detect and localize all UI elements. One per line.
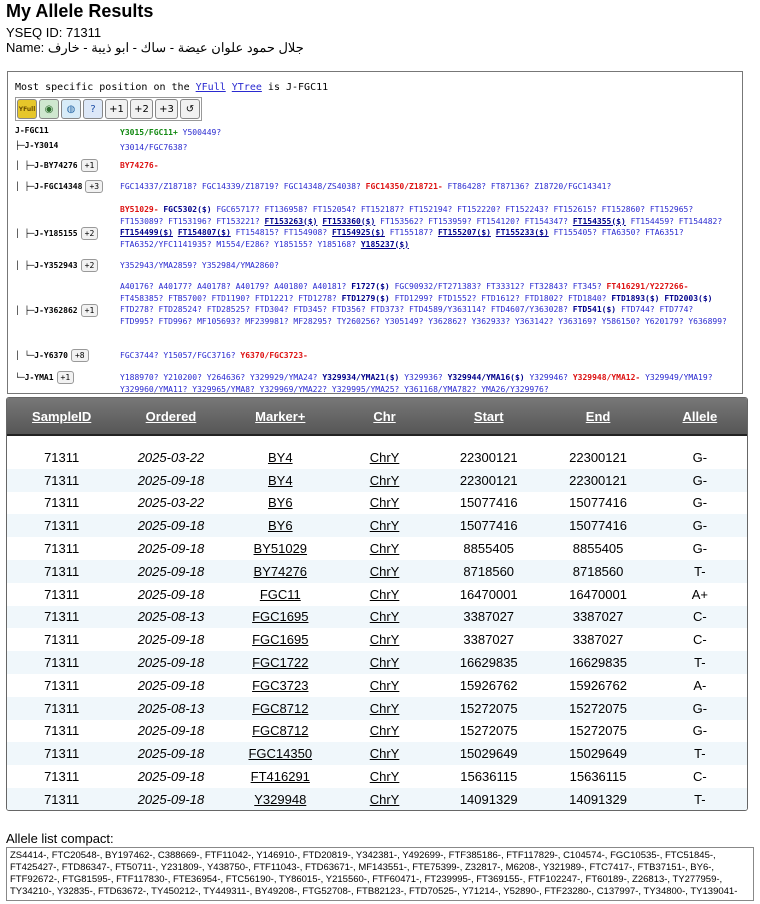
cell-allele: G-: [692, 723, 708, 739]
cell-sampleid: 71311: [44, 472, 80, 488]
snp-marker: FGC3744? Y15057/FGC3716?: [120, 351, 236, 360]
cell-chr[interactable]: ChrY: [369, 769, 400, 785]
snp-marker: Y3015/FGC11+: [120, 128, 178, 137]
cell-ordered: 2025-09-18: [137, 677, 205, 693]
cell-start: 15926762: [459, 677, 518, 693]
expand-1-icon: +1: [109, 103, 124, 115]
column-header-start[interactable]: Start: [434, 398, 543, 435]
cell-ordered: 2025-03-22: [137, 495, 205, 511]
cell-allele: C-: [693, 609, 707, 625]
cell-allele: T-: [694, 655, 706, 671]
expand-node-button[interactable]: +3: [85, 180, 103, 193]
snp-marker[interactable]: FT154925($): [331, 228, 385, 237]
table-row: [7, 492, 747, 515]
eye-icon: ◉: [44, 103, 54, 115]
cell-ordered: 2025-09-18: [137, 563, 205, 579]
cell-ordered: 2025-09-18: [137, 723, 205, 739]
expand-node-button[interactable]: +2: [81, 259, 99, 272]
table-row: [7, 606, 747, 629]
customer-name: Name: جلال حمود علوان عيضة - ساك - ابو ذيبة - خارف: [6, 40, 304, 55]
cell-allele: G-: [692, 449, 708, 465]
snp-marker: Y329944/YMA16($): [447, 373, 525, 382]
cell-ordered: 2025-09-18: [137, 746, 205, 762]
tree-node-label: ├─J-Y3014: [15, 141, 59, 150]
cell-marker[interactable]: BY6: [267, 518, 293, 534]
snp-list: [120, 350, 730, 362]
cell-sampleid: 71311: [44, 655, 80, 671]
cell-marker[interactable]: FGC1695: [252, 632, 309, 648]
cell-marker[interactable]: BY4: [267, 472, 293, 488]
cell-ordered: 2025-09-18: [137, 632, 205, 648]
expand-2-icon: +2: [134, 103, 149, 115]
cell-marker[interactable]: FGC8712: [252, 700, 309, 716]
expand-3-button[interactable]: [155, 99, 178, 119]
cell-end: 8855405: [572, 541, 624, 557]
cell-ordered: 2025-08-13: [137, 609, 205, 625]
cell-start: 15272075: [459, 723, 518, 739]
cell-chr[interactable]: ChrY: [369, 700, 400, 716]
cell-end: 22300121: [569, 472, 627, 488]
snp-marker: FGC90932/FT271383? FT33312? FT32843? FT345?: [394, 282, 602, 291]
cell-sampleid: 71311: [44, 723, 80, 739]
snp-marker: FT153562? FT153959? FT154120? FT154347?: [380, 216, 568, 226]
cell-chr[interactable]: ChrY: [369, 655, 400, 671]
expand-node-button[interactable]: +2: [81, 227, 99, 240]
table-row: [7, 514, 747, 537]
tree-header-suffix: is J-FGC11: [267, 82, 329, 93]
table-row: [7, 583, 747, 606]
globe-icon: ◍: [66, 103, 76, 115]
cell-sampleid: 71311: [44, 495, 80, 511]
cell-chr[interactable]: ChrY: [369, 677, 400, 693]
cell-end: 16629835: [569, 655, 627, 671]
cell-marker[interactable]: BY6: [267, 495, 293, 511]
table-row: [7, 788, 747, 811]
snp-list: [120, 142, 730, 154]
compact-label: Allele list compact:: [6, 831, 114, 846]
cell-chr[interactable]: ChrY: [369, 609, 400, 625]
cell-ordered: 2025-03-22: [137, 449, 205, 465]
cell-end: 3387027: [572, 632, 624, 648]
cell-sampleid: 71311: [44, 563, 80, 579]
yseq-id: YSEQ ID: 71311: [6, 25, 102, 40]
snp-marker: Y188970? Y210200? Y264636? Y329929/YMA24?: [120, 373, 318, 382]
tree-node[interactable]: [15, 304, 98, 317]
table-row: [7, 674, 747, 697]
cell-allele: C-: [693, 769, 707, 785]
table-row: [7, 720, 747, 743]
tree-toolbar: [15, 97, 202, 121]
cell-end: 15077416: [569, 495, 627, 511]
cell-allele: C-: [693, 632, 707, 648]
snp-marker: FGC5302($): [163, 205, 212, 214]
tree-header: [15, 82, 328, 93]
cell-marker[interactable]: BY51029: [253, 541, 308, 557]
ytree-link[interactable]: YTree: [231, 82, 262, 93]
snp-marker: Y352943/YMA2859? Y352984/YMA2860?: [120, 261, 279, 270]
cell-marker[interactable]: FT416291: [250, 769, 310, 785]
table-spacer: [7, 435, 747, 446]
cell-allele: A+: [691, 586, 708, 602]
snp-marker: FT154815? FT154908?: [235, 228, 328, 237]
cell-chr[interactable]: ChrY: [369, 791, 400, 807]
snp-marker: F1727($): [351, 282, 390, 291]
cell-marker[interactable]: FGC8712: [252, 723, 309, 739]
cell-end: 8718560: [572, 563, 624, 579]
expand-1-button[interactable]: [105, 99, 128, 119]
cell-start: 15077416: [459, 495, 518, 511]
expand-3-icon: +3: [159, 103, 174, 115]
cell-allele: G-: [692, 495, 708, 511]
snp-marker: FT416291/Y227266-: [606, 282, 689, 291]
cell-start: 3387027: [463, 609, 515, 625]
cell-start: 16470001: [459, 586, 518, 602]
cell-start: 15636115: [460, 769, 518, 785]
reset-icon: ↺: [185, 103, 195, 115]
snp-marker[interactable]: FT154807($): [177, 228, 231, 237]
snp-marker: Y329949/YMA19? Y329960/YMA11? Y329965/YMA8? Y329969/YMA22? Y329995/YMA25? Y361168/YMA782? YMA26/Y329976?: [120, 373, 713, 394]
cell-end: 15029649: [569, 746, 627, 762]
cell-chr[interactable]: ChrY: [369, 723, 400, 739]
cell-sampleid: 71311: [44, 449, 80, 465]
cell-marker[interactable]: FGC3723: [252, 677, 309, 693]
snp-marker: BY51029-: [120, 205, 159, 214]
cell-ordered: 2025-09-18: [137, 791, 205, 807]
table-row: [7, 742, 747, 765]
cell-marker[interactable]: BY74276: [253, 563, 308, 579]
cell-start: 8855405: [463, 541, 515, 557]
tree-node[interactable]: [15, 349, 89, 362]
cell-chr[interactable]: ChrY: [369, 495, 400, 511]
snp-marker: FT86428? FT87136? Z18720/FGC14341?: [447, 182, 612, 191]
cell-sampleid: 71311: [44, 677, 80, 693]
tree-node[interactable]: [15, 159, 98, 172]
cell-sampleid: 71311: [44, 518, 80, 534]
snp-marker: FT458385? FTB5700? FTD1190? FTD1221? FTD1278?: [120, 293, 337, 303]
snp-marker: Y6370/FGC3723-: [240, 351, 308, 360]
snp-marker[interactable]: FT154355($): [572, 216, 626, 226]
cell-marker[interactable]: Y329948: [254, 791, 307, 807]
cell-marker[interactable]: BY4: [267, 449, 293, 465]
allele-compact-textarea[interactable]: [6, 847, 754, 901]
cell-allele: A-: [693, 677, 707, 693]
tree-node[interactable]: [15, 371, 74, 384]
tree-node[interactable]: [15, 180, 103, 193]
column-header-chr[interactable]: Chr: [335, 398, 434, 435]
cell-end: 15926762: [569, 677, 627, 693]
snp-list: [120, 260, 730, 272]
snp-marker: FTD1299? FTD1552? FTD1612? FTD1802? FTD1840?: [394, 293, 607, 303]
snp-marker: Y329948/YMA12-: [572, 373, 641, 382]
cell-end: 15077416: [569, 518, 627, 534]
tree-node-label: │ ├─J-Y185155: [15, 229, 78, 238]
expand-node-button[interactable]: +1: [57, 371, 75, 384]
cell-sampleid: 71311: [44, 769, 80, 785]
snp-marker: Y500449?: [182, 128, 222, 137]
column-header-marker[interactable]: Marker+: [226, 398, 335, 435]
cell-marker[interactable]: FGC1695: [252, 609, 309, 625]
cell-sampleid: 71311: [44, 632, 80, 648]
tree-node-label: └─J-YMA1: [15, 373, 54, 382]
snp-list: [120, 127, 730, 139]
cell-chr[interactable]: ChrY: [369, 586, 400, 602]
snp-marker: FTD1893($): [611, 293, 660, 303]
snp-marker: FTD744? FTD774? FTD995? FTD996? MF105693? MF239981? MF28295? TY260256? Y305149? Y362862? Y362933? Y363142? Y363169? Y586150? Y620179? Y636899?: [120, 305, 727, 326]
snp-marker: FTD1279($): [341, 293, 390, 303]
tree-node[interactable]: [15, 259, 98, 272]
cell-start: 22300121: [459, 472, 518, 488]
tree-header-prefix: Most specific position on the: [15, 82, 190, 93]
snp-marker: FTD2003($): [664, 293, 713, 303]
snp-marker[interactable]: Y185237($): [360, 239, 410, 249]
cell-allele: T-: [694, 746, 706, 762]
cell-end: 16470001: [569, 586, 627, 602]
cell-sampleid: 71311: [44, 746, 80, 762]
cell-sampleid: 71311: [44, 541, 80, 557]
cell-end: 22300121: [569, 449, 627, 465]
tree-node[interactable]: [15, 227, 98, 240]
reset-button[interactable]: [180, 99, 200, 119]
cell-end: 15272075: [569, 700, 627, 716]
tree-node-label: │ ├─J-Y362862: [15, 306, 78, 315]
column-header-end[interactable]: End: [543, 398, 652, 435]
snp-marker: FGC14350/Z18721-: [365, 182, 443, 191]
snp-list: [120, 372, 730, 394]
snp-list: [120, 204, 730, 250]
cell-allele: T-: [694, 791, 706, 807]
table-row: [7, 697, 747, 720]
eye-button[interactable]: [39, 99, 59, 119]
expand-node-button[interactable]: +1: [81, 159, 99, 172]
cell-marker[interactable]: FGC11: [259, 586, 301, 602]
cell-chr[interactable]: ChrY: [369, 746, 400, 762]
snp-marker: FGC14337/Z18718? FGC14339/Z18719? FGC14348/ZS4038?: [120, 182, 361, 191]
expand-node-button[interactable]: +1: [81, 304, 99, 317]
table-body: [7, 435, 747, 811]
cell-chr[interactable]: ChrY: [369, 632, 400, 648]
cell-marker[interactable]: FGC14350: [248, 746, 313, 762]
snp-marker: Y329934/YMA21($): [322, 373, 400, 382]
snp-marker: FTD278? FTD28524? FTD28525? FTD304? FTD345? FTD356? FTD373? FTD4589/Y363114? FTD4607/Y363028?: [120, 305, 568, 314]
cell-start: 16629835: [459, 655, 518, 671]
snp-marker[interactable]: FT153263($): [264, 216, 318, 226]
tree-node-label: │ ├─J-FGC14348: [15, 182, 83, 191]
table-header-row: [7, 398, 747, 435]
table-row: [7, 628, 747, 651]
snp-marker: FGC65717? FT136958? FT152054? FT152187? FT152194? FT152220? FT152243? FT152615? FT152860? FT152965? FT153089? FT153196? FT153221?: [120, 205, 694, 226]
cell-end: 15272075: [569, 723, 627, 739]
cell-allele: G-: [692, 700, 708, 716]
tree-node-label: │ ├─J-BY74276: [15, 161, 78, 170]
results-table: [6, 397, 748, 811]
tree-node-label: J-FGC11: [15, 126, 49, 135]
snp-marker[interactable]: FT153360($): [322, 216, 376, 226]
snp-marker: FT155187?: [389, 228, 434, 237]
cell-marker[interactable]: FGC1722: [252, 655, 309, 671]
cell-chr[interactable]: ChrY: [369, 563, 400, 579]
cell-end: 14091329: [569, 791, 627, 807]
cell-allele: G-: [692, 541, 708, 557]
cell-end: 15636115: [569, 769, 627, 785]
snp-marker: Y329946?: [529, 373, 568, 382]
cell-allele: G-: [692, 472, 708, 488]
cell-chr[interactable]: ChrY: [369, 472, 400, 488]
snp-marker: FT155405? FTA6350? FTA6351? FTA6352/YFC1141935? M1554/E286? Y185155? Y185168?: [120, 228, 684, 249]
table-row: [7, 560, 747, 583]
globe-button[interactable]: [61, 99, 81, 119]
cell-start: 8718560: [463, 563, 515, 579]
cell-chr[interactable]: ChrY: [369, 541, 400, 557]
help-icon: ?: [90, 103, 96, 115]
cell-chr[interactable]: ChrY: [369, 518, 400, 534]
ytree-panel: [7, 71, 743, 394]
snp-marker[interactable]: FT154499($): [120, 228, 173, 237]
expand-node-button[interactable]: +8: [71, 349, 89, 362]
table-row: [7, 651, 747, 674]
cell-sampleid: 71311: [44, 609, 80, 625]
snp-list: [120, 281, 730, 327]
help-button[interactable]: [83, 99, 103, 119]
cell-ordered: 2025-08-13: [137, 700, 205, 716]
cell-ordered: 2025-09-18: [137, 541, 205, 557]
cell-allele: G-: [692, 518, 708, 534]
tree-node[interactable]: [15, 126, 49, 135]
cell-ordered: 2025-09-18: [137, 769, 205, 785]
yfull-link[interactable]: YFull: [195, 82, 226, 93]
snp-marker: FT154459? FT154482?: [630, 216, 723, 226]
cell-start: 22300121: [459, 449, 518, 465]
column-header-ordered[interactable]: Ordered: [116, 398, 225, 435]
cell-sampleid: 71311: [44, 700, 80, 716]
cell-start: 15077416: [459, 518, 518, 534]
cell-ordered: 2025-09-18: [137, 655, 205, 671]
yfull-logo-button[interactable]: [17, 99, 37, 119]
cell-ordered: 2025-09-18: [137, 518, 205, 534]
cell-end: 3387027: [572, 609, 624, 625]
cell-start: 14091329: [459, 791, 518, 807]
snp-marker: BY74276-: [120, 161, 159, 170]
snp-marker: FTD541($): [572, 305, 617, 314]
table-row: [7, 469, 747, 492]
page-title: My Allele Results: [6, 1, 154, 21]
table-row: [7, 765, 747, 788]
cell-sampleid: 71311: [44, 791, 80, 807]
snp-marker: A40176? A40177? A40178? A40179? A40180? A40181?: [120, 282, 347, 291]
cell-ordered: 2025-09-18: [137, 472, 205, 488]
column-header-allele[interactable]: Allele: [653, 398, 747, 435]
snp-marker: Y3014/FGC7638?: [120, 143, 188, 152]
cell-sampleid: 71311: [44, 586, 80, 602]
snp-marker[interactable]: FT155233($): [495, 228, 549, 237]
snp-marker[interactable]: FT155207($): [437, 228, 491, 237]
column-header-sampleid[interactable]: SampleID: [7, 398, 116, 435]
table-row: [7, 446, 747, 469]
expand-2-button[interactable]: [130, 99, 153, 119]
snp-list: [120, 181, 730, 193]
cell-start: 3387027: [463, 632, 515, 648]
table-row: [7, 537, 747, 560]
cell-allele: T-: [694, 563, 706, 579]
tree-node-label: │ └─J-Y6370: [15, 351, 68, 360]
cell-chr[interactable]: ChrY: [369, 449, 400, 465]
cell-ordered: 2025-09-18: [137, 586, 205, 602]
yfull-logo-icon: YFull: [18, 105, 36, 113]
snp-list: [120, 160, 730, 172]
cell-start: 15029649: [459, 746, 518, 762]
tree-node-label: │ ├─J-Y352943: [15, 261, 78, 270]
tree-node[interactable]: [15, 141, 58, 150]
cell-start: 15272075: [459, 700, 518, 716]
snp-marker: Y329936?: [404, 373, 443, 382]
